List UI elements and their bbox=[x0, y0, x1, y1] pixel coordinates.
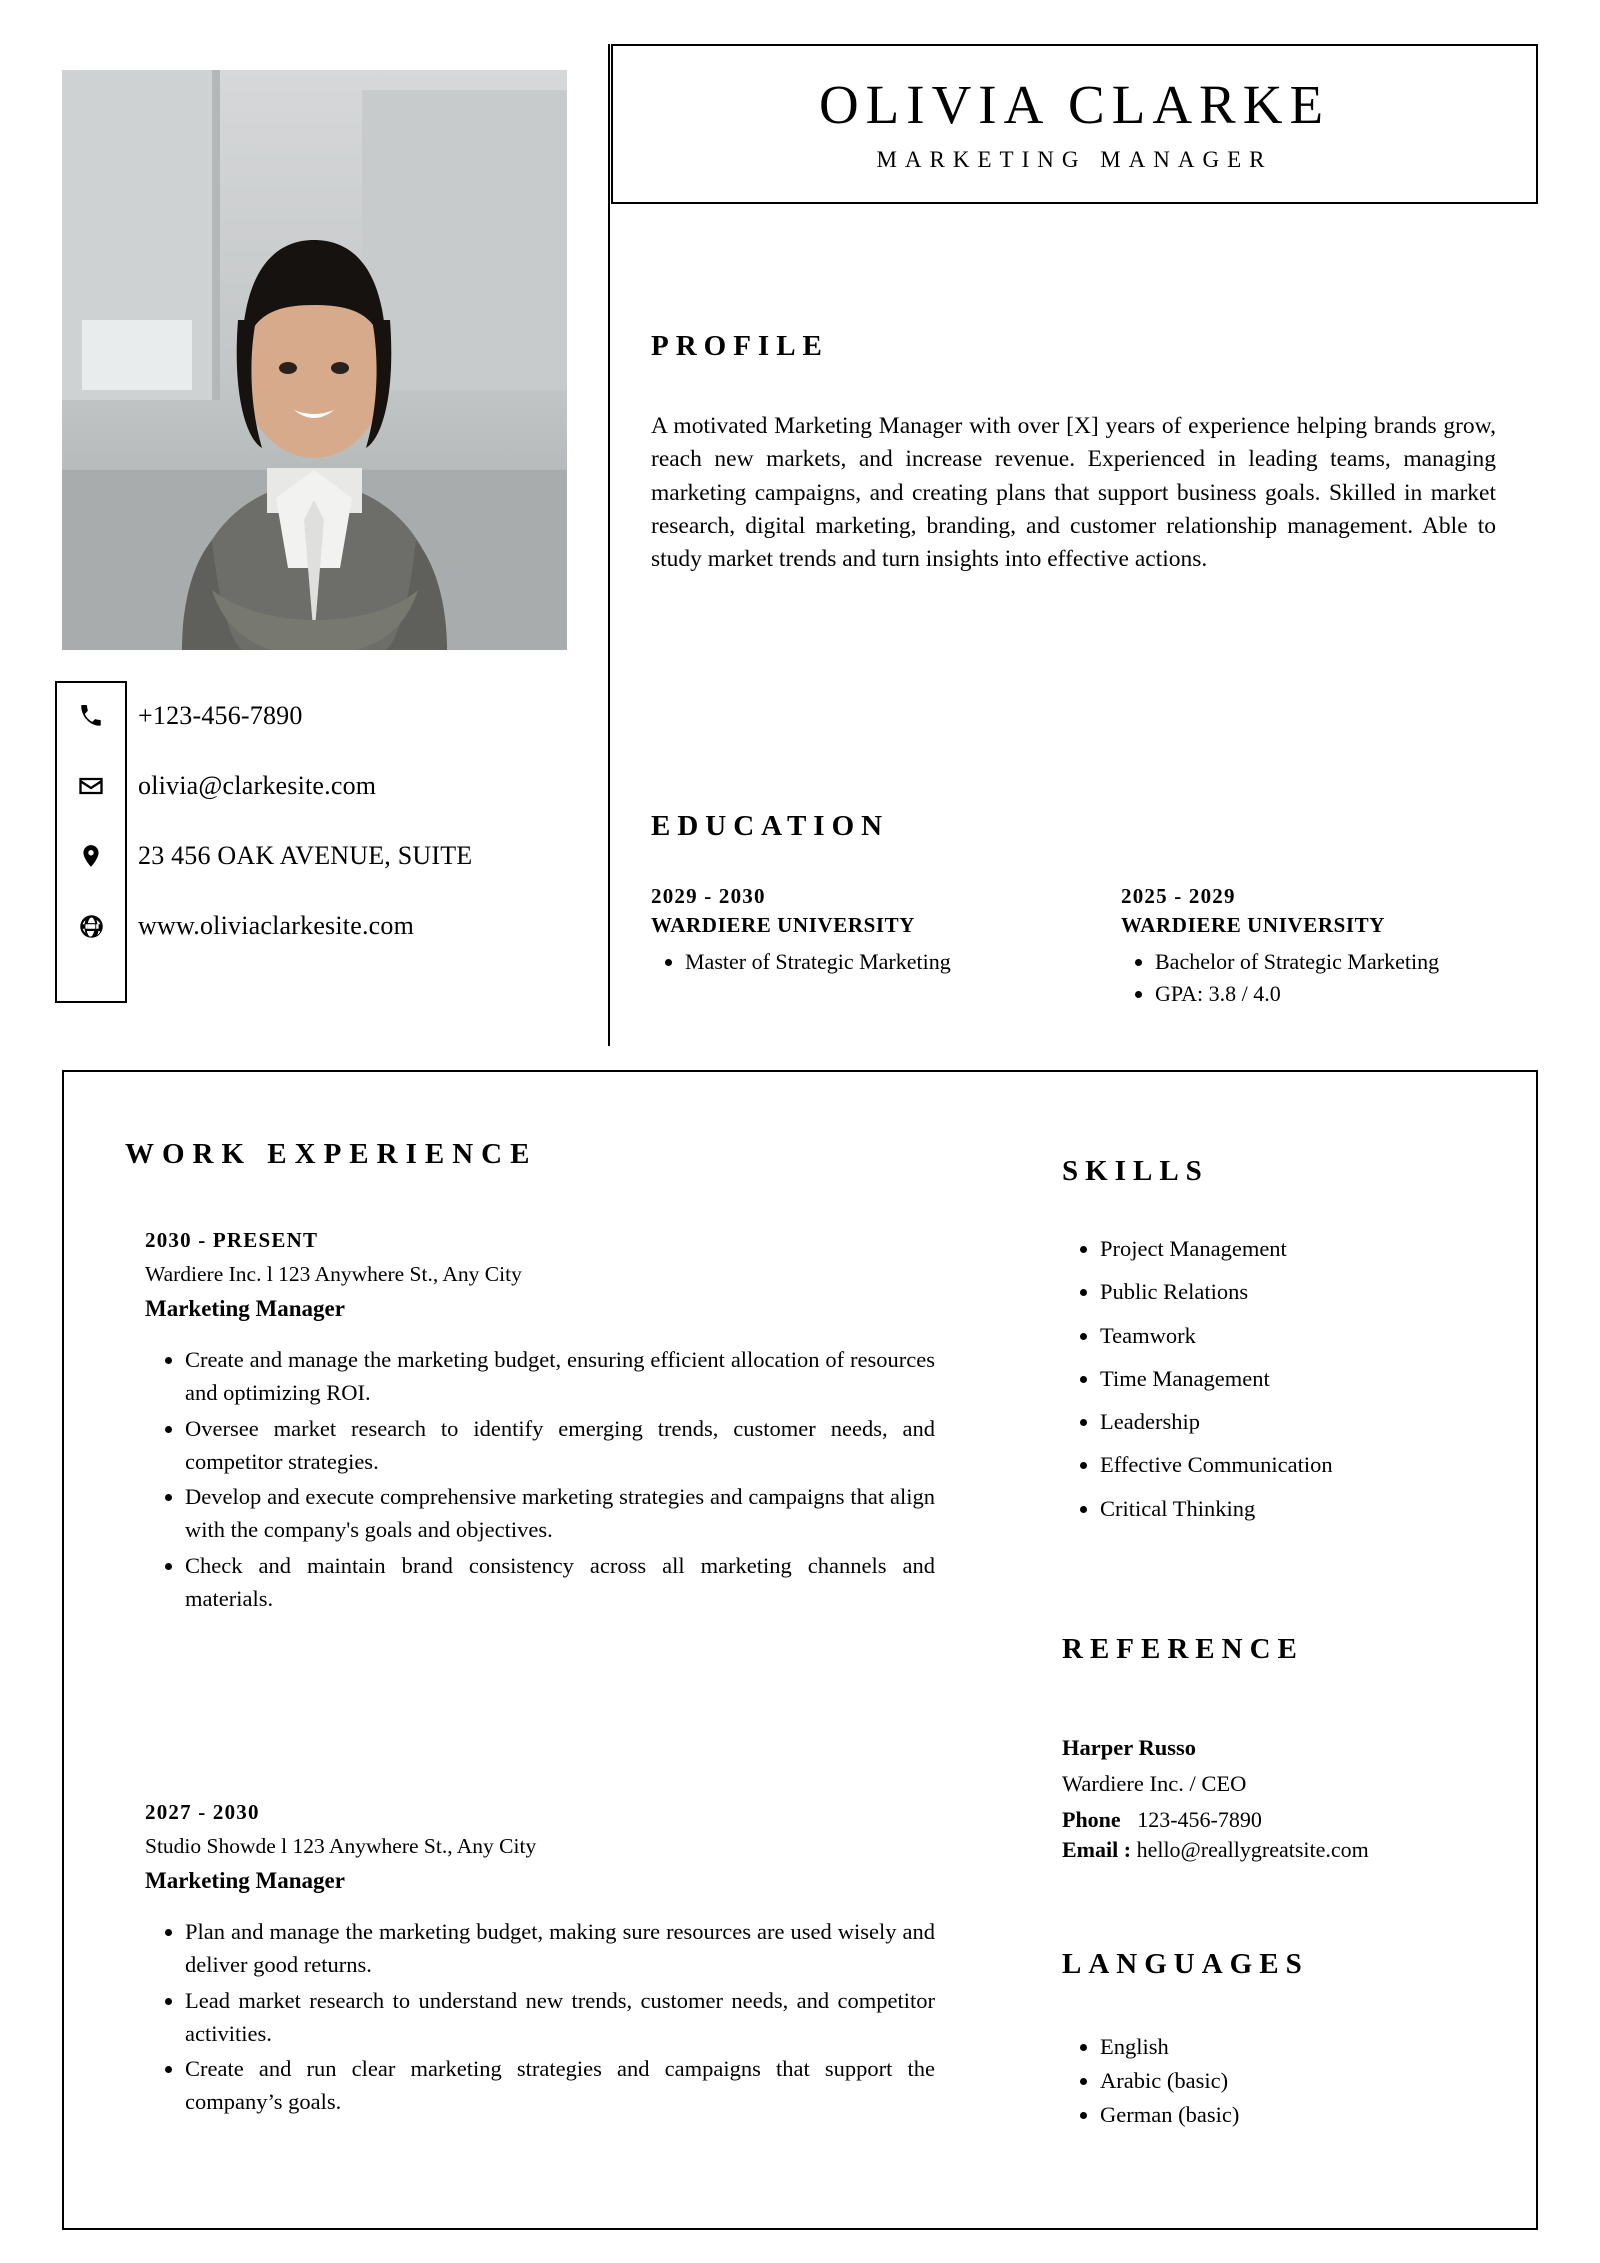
education-school: WARDIERE UNIVERSITY bbox=[651, 913, 916, 937]
skills-list bbox=[1062, 1232, 1492, 1535]
contact-website-text: www.oliviaclarkesite.com bbox=[138, 911, 415, 940]
top-section bbox=[0, 0, 1600, 1058]
reference-block bbox=[1062, 1735, 1502, 1863]
vertical-divider bbox=[608, 44, 610, 1046]
contact-address-text: 23 456 OAK AVENUE, SUITE bbox=[138, 841, 473, 870]
contact-list bbox=[62, 681, 582, 961]
list-item: • German (basic) bbox=[1100, 2098, 1482, 2132]
reference-organization: Wardiere Inc. / CEO bbox=[1062, 1771, 1247, 1796]
education-entry bbox=[651, 884, 1121, 1010]
list-item: • Oversee market research to identify emerging trends, customer needs, and competitor strategies. bbox=[185, 1413, 935, 1479]
job-title: Marketing Manager bbox=[145, 1868, 345, 1893]
profile-heading: PROFILE bbox=[651, 330, 829, 362]
reference-phone-value: 123-456-7890 bbox=[1137, 1807, 1262, 1832]
contact-email-text: olivia@clarkesite.com bbox=[138, 771, 377, 800]
education-years: 2025 - 2029 bbox=[1121, 884, 1236, 908]
list-item: • Leadership bbox=[1100, 1405, 1492, 1438]
work-experience-heading: WORK EXPERIENCE bbox=[125, 1138, 538, 1170]
job-role-subtitle: MARKETING MANAGER bbox=[876, 147, 1273, 173]
list-item: • Teamwork bbox=[1100, 1319, 1492, 1352]
list-item: • Time Management bbox=[1100, 1362, 1492, 1395]
reference-email-row bbox=[1062, 1837, 1502, 1863]
phone-icon bbox=[62, 703, 120, 729]
languages-heading: LANGUAGES bbox=[1062, 1948, 1309, 1980]
list-item: • Arabic (basic) bbox=[1100, 2064, 1482, 2098]
reference-email-value: hello@reallygreatsite.com bbox=[1136, 1837, 1369, 1862]
list-item: • Check and maintain brand consistency across all marketing channels and materials. bbox=[185, 1550, 935, 1616]
contact-phone-text: +123-456-7890 bbox=[138, 701, 303, 730]
job-company: Wardiere Inc. l 123 Anywhere St., Any City bbox=[145, 1262, 522, 1286]
profile-text: A motivated Marketing Manager with over [X] years of experience helping brands grow, reach new markets, and increase revenue. Experienced in leading teams, managing marketing campaigns, and creating plans that support business goals. Skilled in market research, digital marketing, branding, and customer relationship management. Able to study market trends and turn insights into effective actions. bbox=[651, 413, 1496, 573]
reference-phone-label: Phone bbox=[1062, 1807, 1121, 1832]
email-icon bbox=[62, 772, 120, 800]
contact-item-email[interactable] bbox=[62, 751, 582, 821]
list-item: • Critical Thinking bbox=[1100, 1492, 1492, 1525]
list-item: • Plan and manage the marketing budget, making sure resources are used wisely and deliver good returns. bbox=[185, 1916, 935, 1982]
education-school: WARDIERE UNIVERSITY bbox=[1121, 913, 1386, 937]
list-item: • Master of Strategic Marketing bbox=[685, 946, 1121, 978]
list-item: • Create and run clear marketing strategies and campaigns that support the company’s goals. bbox=[185, 2053, 935, 2119]
list-item: • Public Relations bbox=[1100, 1275, 1492, 1308]
job-bullet-list bbox=[145, 1344, 935, 1616]
contact-item-phone[interactable] bbox=[62, 681, 582, 751]
reference-name: Harper Russo bbox=[1062, 1735, 1196, 1760]
education-entry bbox=[1121, 884, 1551, 1010]
contact-item-address[interactable] bbox=[62, 821, 582, 891]
list-item: • Effective Communication bbox=[1100, 1448, 1492, 1481]
education-heading: EDUCATION bbox=[651, 810, 890, 842]
job-title: Marketing Manager bbox=[145, 1296, 345, 1321]
profile-photo bbox=[62, 70, 567, 650]
education-entries bbox=[651, 884, 1551, 1010]
job-years: 2027 - 2030 bbox=[145, 1800, 260, 1824]
list-item: • GPA: 3.8 / 4.0 bbox=[1155, 978, 1551, 1010]
education-detail-list bbox=[651, 946, 1121, 978]
globe-icon bbox=[62, 913, 120, 940]
skills-heading: SKILLS bbox=[1062, 1155, 1209, 1187]
list-item: • Develop and execute comprehensive marketing strategies and campaigns that align with the company's goals and objectives. bbox=[185, 1481, 935, 1547]
name-header-box bbox=[611, 44, 1538, 204]
contact-item-website[interactable] bbox=[62, 891, 582, 961]
job-years: 2030 - PRESENT bbox=[145, 1228, 319, 1252]
list-item: • Project Management bbox=[1100, 1232, 1492, 1265]
job-company: Studio Showde l 123 Anywhere St., Any City bbox=[145, 1834, 537, 1858]
job-bullet-list bbox=[145, 1916, 935, 2119]
work-experience-entry bbox=[145, 1228, 935, 1619]
education-detail-list bbox=[1121, 946, 1551, 1010]
page-title: OLIVIA CLARKE bbox=[818, 73, 1331, 135]
reference-heading: REFERENCE bbox=[1062, 1633, 1304, 1665]
location-pin-icon bbox=[62, 843, 120, 869]
work-experience-entry bbox=[145, 1800, 935, 2122]
languages-list bbox=[1062, 2030, 1482, 2133]
reference-email-label: Email : bbox=[1062, 1837, 1132, 1862]
list-item: • Bachelor of Strategic Marketing bbox=[1155, 946, 1551, 978]
education-years: 2029 - 2030 bbox=[651, 884, 766, 908]
list-item: • Lead market research to understand new trends, customer needs, and competitor activities. bbox=[185, 1985, 935, 2051]
list-item: • English bbox=[1100, 2030, 1482, 2064]
list-item: • Create and manage the marketing budget, ensuring efficient allocation of resources and optimizing ROI. bbox=[185, 1344, 935, 1410]
reference-phone-row bbox=[1062, 1807, 1502, 1833]
